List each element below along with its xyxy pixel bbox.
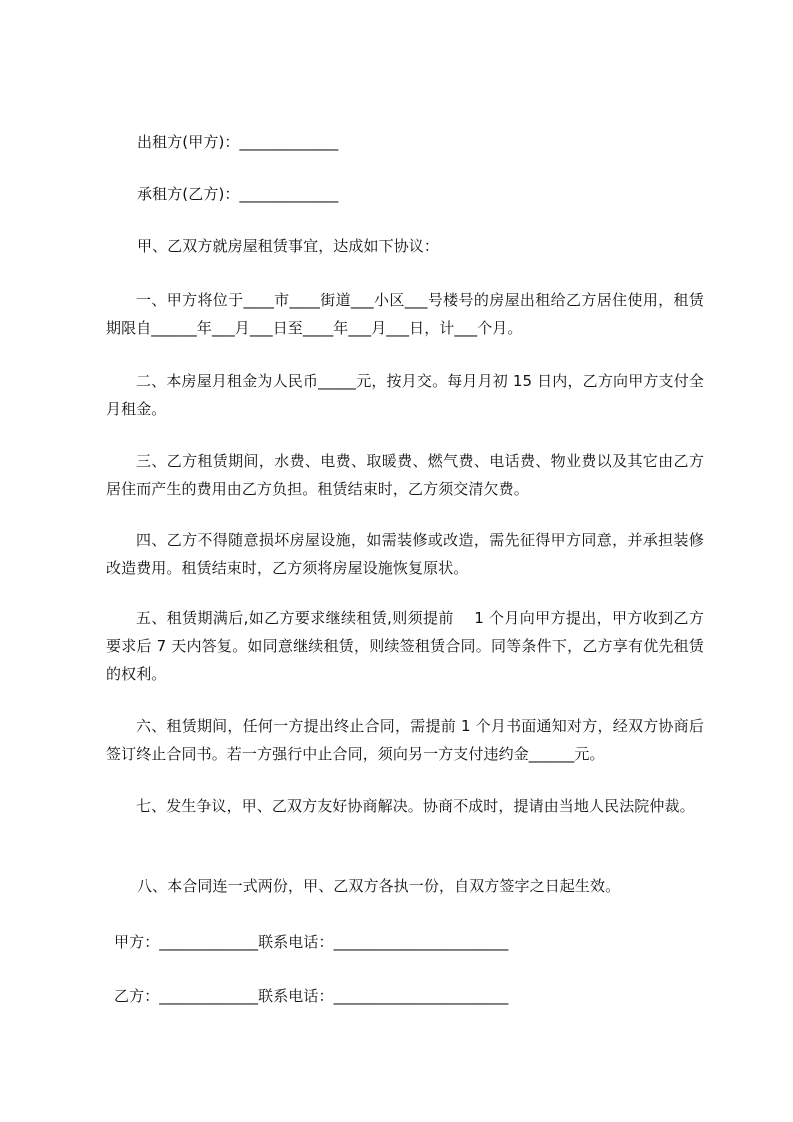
clause-4: 四、乙方不得随意损坏房屋设施，如需装修或改造，需先征得甲方同意，并承担装修改造费用。租赁结束时，乙方须将房屋设施恢复原状。 (106, 531, 704, 577)
clause-6: 六、租赁期间，任何一方提出终止合同，需提前 1 个月书面通知对方，经双方协商后签订终止合同书。若一方强行中止合同，须向另一方支付违约金______元。 (106, 717, 704, 763)
lessee-line: 承租方(乙方)：_____________ (137, 185, 339, 203)
signature-party-a: 甲方：_____________联系电话：_______________________ (114, 933, 509, 951)
clause-5: 五、租赁期满后,如乙方要求继续租赁,则须提前 1 个月向甲方提出，甲方收到乙方要求后 7 天内答复。如同意继续租赁，则续签租赁合同。同等条件下，乙方享有优先租赁的权利。 (106, 609, 704, 683)
clause-1: 一、甲方将位于____市____街道___小区___号楼号的房屋出租给乙方居住使用，租赁期限自______年___月___日至____年___月___日，计___个月。 (106, 291, 704, 337)
lessor-line: 出租方(甲方)：_____________ (137, 133, 339, 151)
clause-2: 二、本房屋月租金为人民币_____元，按月交。每月月初 15 日内，乙方向甲方支付全月租金。 (106, 372, 704, 418)
signature-party-b: 乙方：_____________联系电话：_______________________ (114, 987, 509, 1005)
clause-8: 八、本合同连一式两份，甲、乙双方各执一份，自双方签字之日起生效。 (137, 877, 621, 895)
intro-line: 甲、乙双方就房屋租赁事宜，达成如下协议： (137, 237, 440, 255)
clause-3: 三、乙方租赁期间，水费、电费、取暖费、燃气费、电话费、物业费以及其它由乙方居住而产生的费用由乙方负担。租赁结束时，乙方须交清欠费。 (106, 452, 704, 498)
clause-7: 七、发生争议，甲、乙双方友好协商解决。协商不成时，提请由当地人民法院仲裁。 (136, 797, 695, 815)
